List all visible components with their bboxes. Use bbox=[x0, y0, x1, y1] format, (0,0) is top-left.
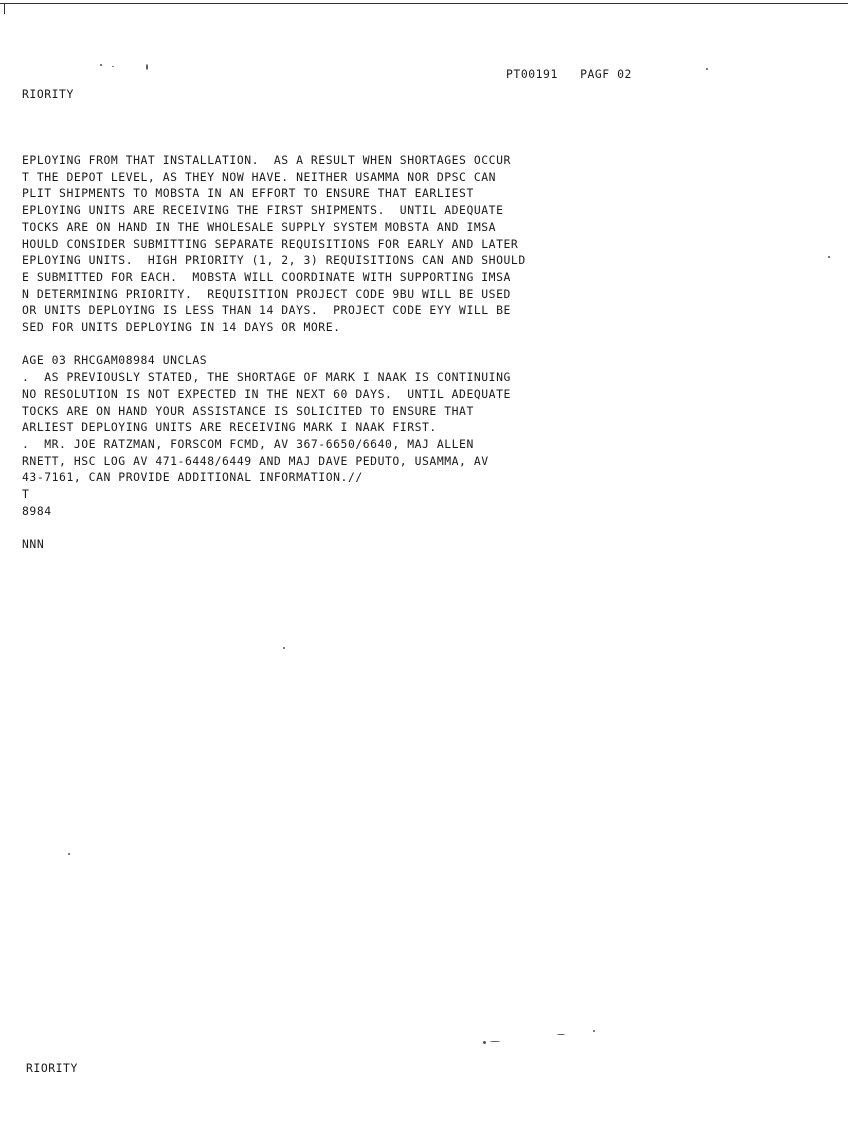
body-line: TOCKS ARE ON HAND IN THE WHOLESALE SUPPLY SYSTEM MOBSTA AND IMSA bbox=[22, 219, 497, 234]
body-line: T bbox=[22, 487, 30, 502]
body-line: EPLOYING FROM THAT INSTALLATION. AS A RESULT WHEN SHORTAGES OCCUR bbox=[22, 153, 511, 167]
body-line bbox=[22, 519, 526, 536]
body-line: AGE 03 RHCGAM08984 UNCLAS bbox=[22, 353, 208, 368]
body-line: NO RESOLUTION IS NOT EXPECTED IN THE NEXT 60 DAYS. UNTIL ADEQUATE bbox=[22, 386, 511, 401]
body-line: . AS PREVIOUSLY STATED, THE SHORTAGE OF MARK I NAAK IS CONTINUING bbox=[22, 370, 511, 385]
body-line: RNETT, HSC LOG AV 471-6448/6449 AND MAJ DAVE PEDUTO, USAMMA, AV bbox=[22, 453, 489, 468]
body-line: PLIT SHIPMENTS TO MOBSTA IN AN EFFORT TO ENSURE THAT EARLIEST bbox=[22, 186, 474, 201]
page-reference: PT00191 PAGF 02 bbox=[506, 67, 632, 81]
body-line: TOCKS ARE ON HAND YOUR ASSISTANCE IS SOLICITED TO ENSURE THAT bbox=[22, 403, 474, 418]
body-line: 8984 bbox=[22, 503, 52, 518]
body-line: EPLOYING UNITS ARE RECEIVING THE FIRST SHIPMENTS. UNTIL ADEQUATE bbox=[22, 203, 504, 218]
message-body bbox=[22, 152, 526, 553]
body-line: SED FOR UNITS DEPLOYING IN 14 DAYS OR MORE. bbox=[22, 320, 341, 335]
body-line: HOULD CONSIDER SUBMITTING SEPARATE REQUISITIONS FOR EARLY AND LATER bbox=[22, 236, 519, 251]
body-line: T THE DEPOT LEVEL, AS THEY NOW HAVE. NEITHER USAMMA NOR DPSC CAN bbox=[22, 169, 497, 184]
body-line bbox=[22, 336, 526, 353]
body-line: 43-7161, CAN PROVIDE ADDITIONAL INFORMATION.// bbox=[22, 470, 363, 485]
body-line: EPLOYING UNITS. HIGH PRIORITY (1, 2, 3) REQUISITIONS CAN AND SHOULD bbox=[22, 253, 526, 268]
body-line: NNN bbox=[22, 537, 45, 552]
top-rule bbox=[0, 3, 848, 4]
body-line: N DETERMINING PRIORITY. REQUISITION PROJECT CODE 9BU WILL BE USED bbox=[22, 286, 511, 301]
priority-header: RIORITY bbox=[22, 87, 74, 101]
body-line: E SUBMITTED FOR EACH. MOBSTA WILL COORDINATE WITH SUPPORTING IMSA bbox=[22, 269, 511, 284]
body-line: ARLIEST DEPLOYING UNITS ARE RECEIVING MARK I NAAK FIRST. bbox=[22, 420, 437, 435]
corner-mark bbox=[4, 4, 5, 14]
body-line: . MR. JOE RATZMAN, FORSCOM FCMD, AV 367-6650/6640, MAJ ALLEN bbox=[22, 436, 474, 451]
body-line: OR UNITS DEPLOYING IS LESS THAN 14 DAYS. PROJECT CODE EYY WILL BE bbox=[22, 303, 511, 318]
priority-footer: RIORITY bbox=[26, 1061, 78, 1075]
